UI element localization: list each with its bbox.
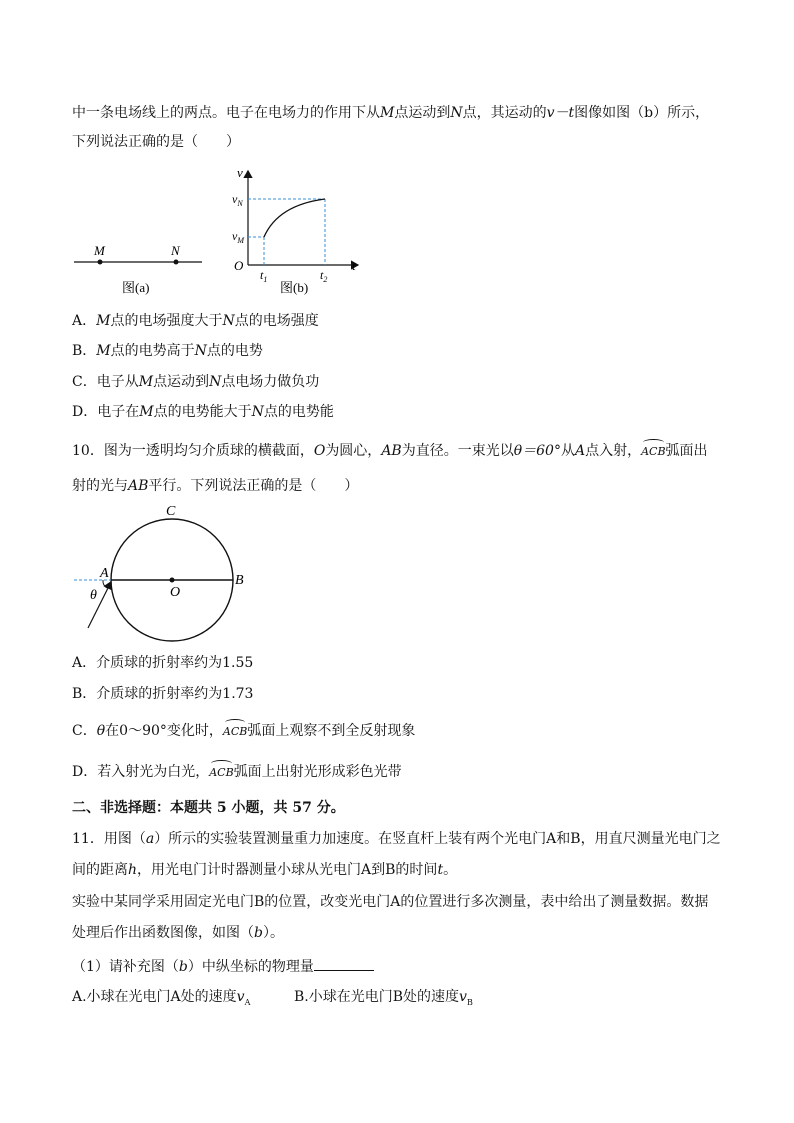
- center-o: [170, 578, 175, 583]
- q10-stem-line2: 射的光与AB平行。下列说法正确的是（ ）: [72, 478, 359, 494]
- q10-option-b[interactable]: B．介质球的折射率约为1.73: [72, 686, 254, 702]
- svg-text:t1: $t_1$: [260, 268, 268, 284]
- caption-a: 图(a): [122, 280, 150, 295]
- q11-stem-line1: 11．用图（a）所示的实验装置测量重力加速度。在竖直杆上装有两个光电门A和B，用直尺测量光电门之: [72, 831, 721, 847]
- label-b: B: [235, 573, 244, 588]
- answer-blank[interactable]: [314, 956, 374, 971]
- q9-option-a[interactable]: A．M点的电场强度大于N点的电场强度: [72, 313, 319, 329]
- vt-curve: [264, 199, 325, 237]
- section-heading: 二、非选择题：本题共 5 小题，共 57 分。: [72, 800, 345, 816]
- label-origin: O: [234, 258, 244, 273]
- q10-option-d[interactable]: D．若入射光为白光，ACB弧面上出射光形成彩色光带: [72, 762, 402, 783]
- label-a: A: [100, 566, 109, 581]
- q11-stem-line3: 实验中某同学采用固定光电门B的位置，改变光电门A的位置进行多次测量，表中给出了测量数据。数据: [72, 894, 709, 910]
- q11-option-a[interactable]: A.小球在光电门A处的速度$v_A$: [72, 989, 251, 1007]
- caption-b: 图(b): [280, 280, 309, 295]
- q10-stem-line1: 10．图为一透明均匀介质球的横截面，O为圆心，AB为直径。一束光以θ＝60°从A点入射，ACB弧面出: [72, 441, 708, 462]
- q9-figure-a: [70, 238, 210, 302]
- svg-text:vM: $v_M$: [232, 229, 244, 245]
- q10-option-c[interactable]: C．θ在0～90°变化时，ACB弧面上观察不到全反射现象: [72, 721, 415, 742]
- angle-arc: [103, 580, 107, 588]
- point-m: [98, 260, 103, 265]
- q11-option-b[interactable]: B.小球在光电门B处的速度$v_B$: [294, 989, 473, 1007]
- q10-figure-sphere: [66, 500, 266, 650]
- q9-option-b[interactable]: B．M点的电势高于N点的电势: [72, 343, 263, 359]
- label-theta: θ: [90, 588, 97, 603]
- label-v: v: [237, 165, 243, 180]
- arc-acb: ACB: [223, 722, 247, 742]
- q11-sub1: （1）请补充图（b）中纵坐标的物理量: [72, 956, 374, 977]
- label-o: O: [170, 585, 181, 600]
- q10-option-a[interactable]: A．介质球的折射率约为1.55: [72, 655, 254, 671]
- q11-stem-line2: 间的距离h，用光电门计时器测量小球从光电门A到B的时间t。: [72, 862, 458, 878]
- point-n: [174, 260, 179, 265]
- q9-option-d[interactable]: D．电子在M点的电势能大于N点的电势能: [72, 404, 334, 420]
- svg-text:vN: $v_N$: [232, 192, 243, 208]
- q9-stem-line1: 中一条电场线上的两点。电子在电场力的作用下从M点运动到N点，其运动的v－t图像如图（b）所示，: [72, 105, 710, 121]
- label-t: t: [352, 258, 356, 273]
- label-n: N: [171, 243, 180, 258]
- label-m: M: [94, 243, 105, 258]
- arc-acb: ACB: [641, 442, 665, 462]
- q9-figure-b: [222, 165, 367, 299]
- arc-acb: ACB: [209, 763, 233, 783]
- q9-option-c[interactable]: C．电子从M点运动到N点电场力做负功: [72, 374, 320, 390]
- q11-stem-line4: 处理后作出函数图像，如图（b）。: [72, 925, 284, 941]
- svg-text:t2: $t_2$: [320, 268, 328, 284]
- label-c: C: [166, 504, 176, 519]
- q9-stem-line2: 下列说法正确的是（ ）: [72, 134, 240, 150]
